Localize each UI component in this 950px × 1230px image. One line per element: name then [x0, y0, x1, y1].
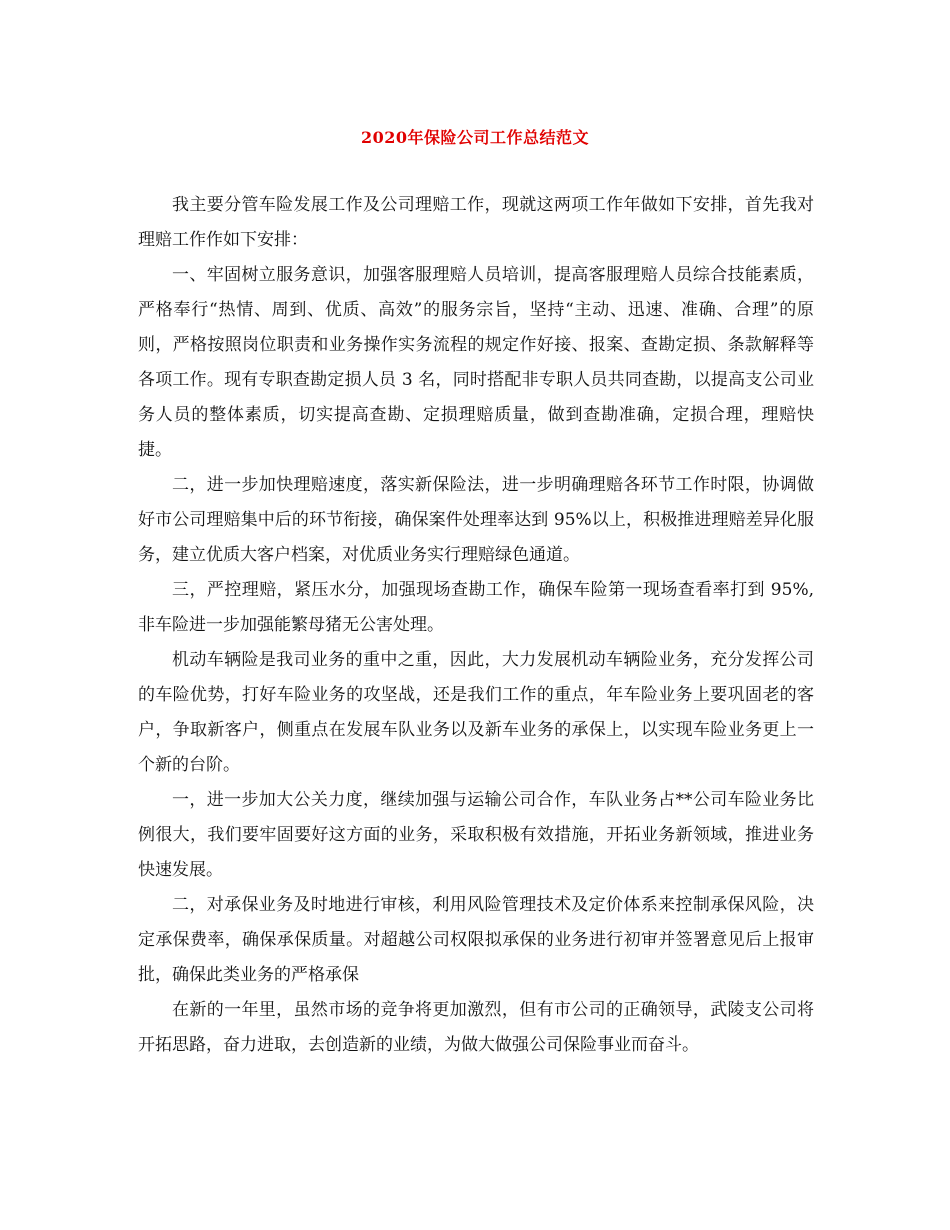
paragraph-intro: 我主要分管车险发展工作及公司理赔工作，现就这两项工作年做如下安排，首先我对理赔工作作如下安排： — [138, 195, 814, 250]
paragraph-claims-service: 一、牢固树立服务意识，加强客服理赔人员培训，提高客服理赔人员综合技能素质，严格奉行“热情、周到、优质、高效”的服务宗旨，坚持“主动、迅速、准确、合理”的原则，严格按照岗位职责和业务操作实务流程的规定作好接、报案、查勘定损、条款解释等各项工作。现有专职查勘定损人员 3 名，同时搭配非专职人员共同查勘，以提高支公司业务人员的整体素质，切实提高查勘、定损理赔质量，做到查勘准确，定损合理，理赔快捷。 — [138, 265, 814, 460]
paragraph-claims-speed: 二，进一步加快理赔速度，落实新保险法，进一步明确理赔各环节工作时限，协调做好市公司理赔集中后的环节衔接，确保案件处理率达到 95%以上，积极推进理赔差异化服务，建立优质大客户档案，对优质业务实行理赔绿色通道。 — [138, 475, 814, 565]
paragraph-underwriting-review: 二，对承保业务及时地进行审核，利用风险管理技术及定价体系来控制承保风险，决定承保费率，确保承保质量。对超越公司权限拟承保的业务进行初审并签署意见后上报审批，确保此类业务的严格承保 — [138, 895, 814, 985]
paragraph-claims-control: 三，严控理赔，紧压水分，加强现场查勘工作，确保车险第一现场查看率打到 95%,非车险进一步加强能繁母猪无公害处理。 — [138, 580, 814, 635]
document-body — [138, 188, 814, 1063]
paragraph-conclusion: 在新的一年里，虽然市场的竞争将更加激烈，但有市公司的正确领导，武陵支公司将开拓思路，奋力进取，去创造新的业绩，为做大做强公司保险事业而奋斗。 — [138, 1000, 814, 1055]
paragraph-vehicle-insurance: 机动车辆险是我司业务的重中之重，因此，大力发展机动车辆险业务，充分发挥公司的车险优势，打好车险业务的攻坚战，还是我们工作的重点，年车险业务上要巩固老的客户，争取新客户，侧重点在发展车队业务以及新车业务的承保上，以实现车险业务更上一个新的台阶。 — [138, 650, 814, 775]
paragraph-fleet-business: 一，进一步加大公关力度，继续加强与运输公司合作，车队业务占**公司车险业务比例很大，我们要牢固要好这方面的业务，采取积极有效措施，开拓业务新领域，推进业务快速发展。 — [138, 790, 814, 880]
document-title: 2020年保险公司工作总结范文 — [360, 128, 590, 147]
